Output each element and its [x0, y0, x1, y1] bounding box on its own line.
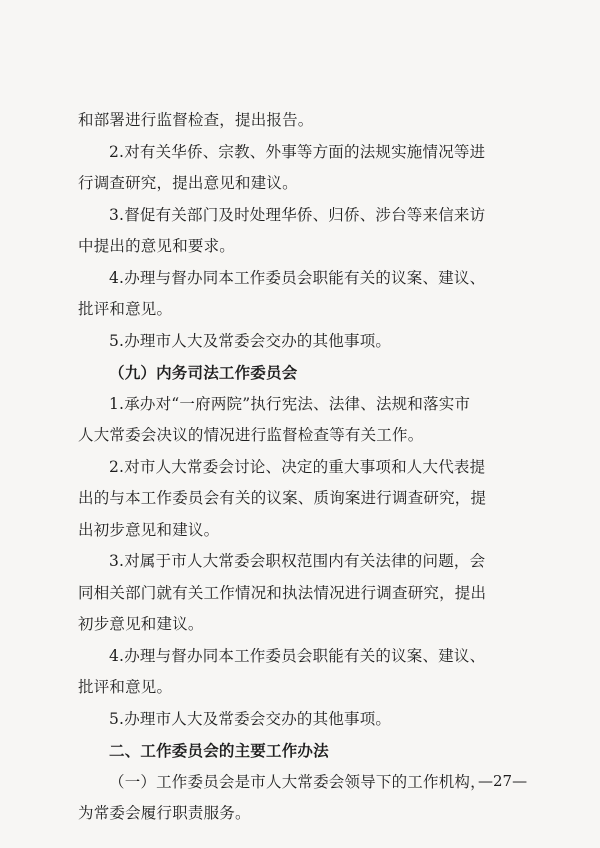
- text-line: 4.办理与督办同本工作委员会职能有关的议案、建议、: [109, 268, 486, 287]
- paragraph: [78, 389, 530, 452]
- text-line: 同相关部门就有关工作情况和执法情况进行调查研究，提出: [78, 583, 487, 602]
- page-number: —27—: [478, 772, 528, 790]
- text-line: 5.办理市人大及常委会交办的其他事项。: [109, 331, 392, 350]
- paragraph: [78, 200, 530, 263]
- paragraph: [78, 137, 530, 200]
- text-line: 2.对有关华侨、宗教、外事等方面的法规实施情况等进: [109, 142, 486, 161]
- text-line: 4.办理与督办同本工作委员会职能有关的议案、建议、: [109, 646, 486, 665]
- text-line: 3.对属于市人大常委会职权范围内有关法律的问题，会: [109, 552, 486, 570]
- text-line: 出的与本工作委员会有关的议案、质询案进行调查研究，提: [78, 489, 487, 507]
- text-line: 二、工作委员会的主要工作办法: [109, 741, 329, 760]
- paragraph: [78, 326, 530, 358]
- paragraph: [78, 767, 530, 830]
- text-line: （一）工作委员会是市人大常委会领导下的工作机构，: [109, 772, 486, 791]
- text-line: 出初步意见和建议。: [78, 520, 220, 539]
- text-line: 人大常委会决议的情况进行监督检查等有关工作。: [78, 426, 424, 444]
- text-line: 批评和意见。: [78, 678, 173, 696]
- section-heading: [78, 357, 530, 389]
- paragraph: [78, 105, 530, 137]
- paragraph: [78, 263, 530, 326]
- document-body: [78, 105, 530, 830]
- text-line: 5.办理市人大及常委会交办的其他事项。: [109, 709, 392, 728]
- text-line: 为常委会履行职责服务。: [78, 804, 251, 822]
- text-line: 和部署进行监督检查，提出报告。: [78, 111, 314, 129]
- paragraph: [78, 704, 530, 736]
- paragraph: [78, 546, 530, 641]
- text-line: （九）内务司法工作委员会: [109, 363, 298, 382]
- section-heading: [78, 735, 530, 767]
- text-line: 1.承办对“一府两院”执行宪法、法律、法规和落实市: [109, 394, 471, 413]
- text-line: 中提出的意见和要求。: [78, 237, 236, 255]
- text-line: 初步意见和建议。: [78, 615, 204, 633]
- text-line: 3.督促有关部门及时处理华侨、归侨、涉台等来信来访: [109, 205, 486, 224]
- paragraph: [78, 641, 530, 704]
- text-line: 批评和意见。: [78, 300, 173, 318]
- paragraph: [78, 452, 530, 547]
- text-line: 2.对市人大常委会讨论、决定的重大事项和人大代表提: [109, 457, 486, 476]
- text-line: 行调查研究，提出意见和建议。: [78, 174, 298, 192]
